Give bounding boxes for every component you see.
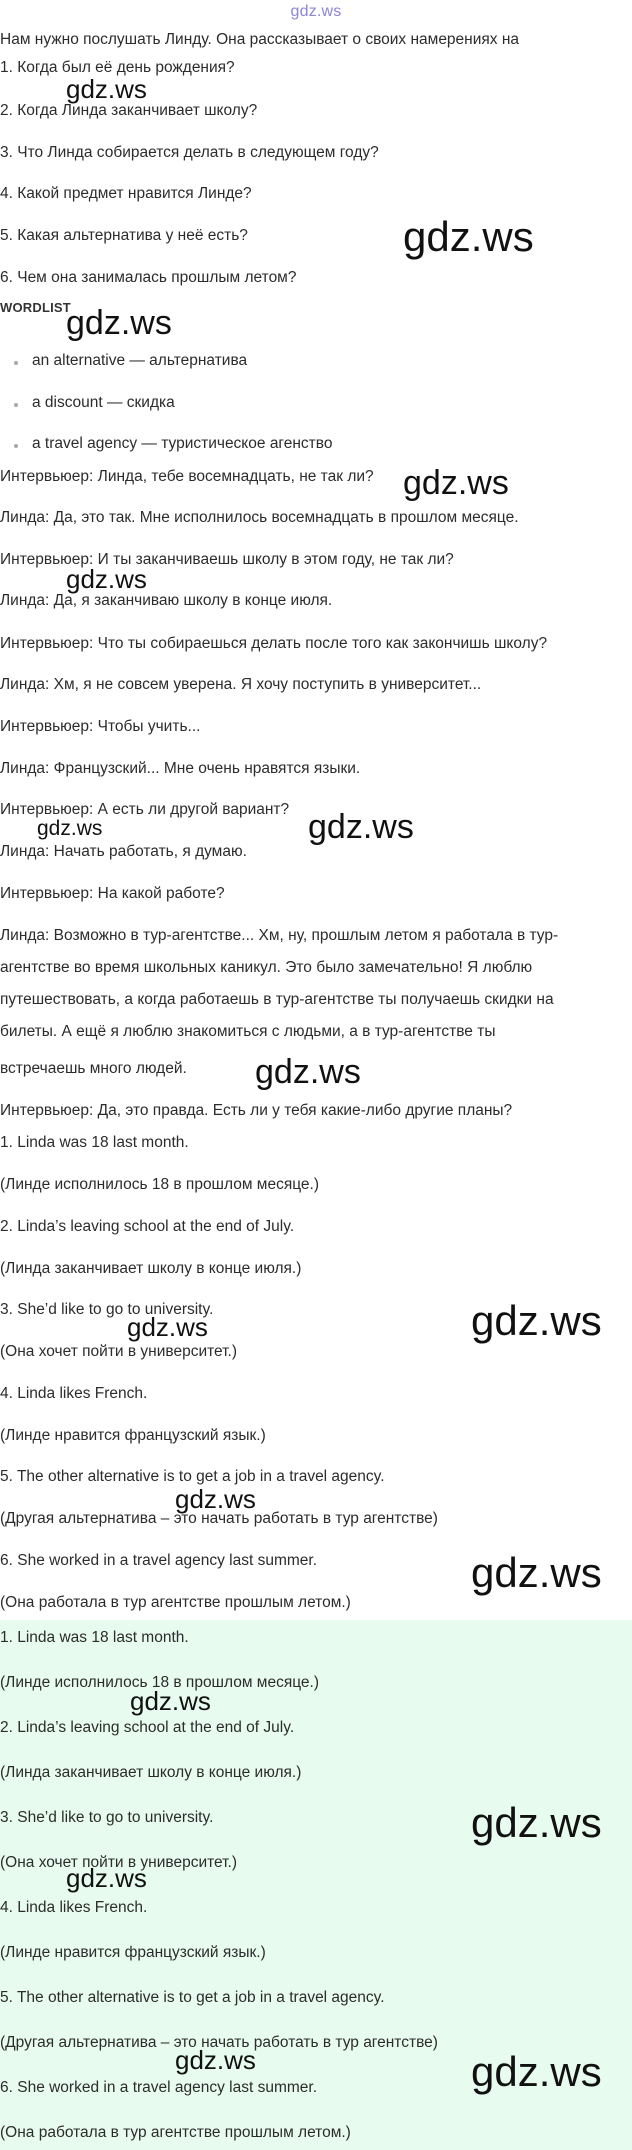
highlighted-answer-line: (Линде нравится французский язык.) (0, 1944, 266, 1961)
answer-line: (Она работала в тур агентстве прошлым летом.) (0, 1594, 351, 1611)
dialogue-line: Интервьюер: Да, это правда. Есть ли у тебя какие-либо другие планы? (0, 1102, 513, 1119)
watermark: gdz.ws (471, 1799, 602, 1846)
dialogue-line: путешествовать, а когда работаешь в тур-агентстве ты получаешь скидки на (0, 991, 554, 1008)
answer-line: (Она хочет пойти в университет.) (0, 1343, 237, 1360)
answer-line: 1. Linda was 18 last month. (0, 1134, 189, 1151)
dialogue-line: Линда: Французский... Мне очень нравятся языки. (0, 760, 361, 777)
bullet-icon (14, 361, 18, 365)
dialogue-line: Интервьюер: На какой работе? (0, 885, 225, 902)
watermark: gdz.ws (175, 1484, 256, 1514)
wordlist-item: an alternative — альтернатива (32, 352, 248, 369)
question-3: 3. Что Линда собирается делать в следующем году? (0, 144, 379, 161)
answer-line: 3. She’d like to go to university. (0, 1301, 214, 1318)
dialogue-line: агентстве во время школьных каникул. Это было замечательно! Я люблю (0, 959, 533, 976)
highlighted-answer-line: 4. Linda likes French. (0, 1899, 148, 1916)
answer-line: 2. Linda’s leaving school at the end of July. (0, 1218, 295, 1235)
dialogue-line: билеты. А ещё я люблю знакомиться с людьми, а в тур-агентстве ты (0, 1023, 496, 1040)
watermark: gdz.ws (66, 74, 147, 104)
wordlist-item: a discount — скидка (32, 394, 175, 411)
highlighted-answer-line: (Линде исполнилось 18 в прошлом месяце.) (0, 1674, 320, 1691)
highlighted-answer-line: 1. Linda was 18 last month. (0, 1629, 189, 1646)
watermark: gdz.ws (471, 2048, 602, 2095)
watermark: gdz.ws (471, 1549, 602, 1596)
answer-line: (Линде нравится французский язык.) (0, 1427, 266, 1444)
highlighted-answer-line: 3. She’d like to go to university. (0, 1809, 214, 1826)
highlighted-answer-line: (Линда заканчивает школу в конце июля.) (0, 1764, 302, 1781)
highlighted-answer-line: (Она хочет пойти в университет.) (0, 1854, 237, 1871)
dialogue-line: Линда: Да, это так. Мне исполнилось восемнадцать в прошлом месяце. (0, 509, 519, 526)
answer-line: 5. The other alternative is to get a job in a travel agency. (0, 1468, 385, 1485)
answer-line: (Другая альтернатива – это начать работать в тур агентстве) (0, 1510, 438, 1527)
watermark: gdz.ws (127, 1312, 208, 1342)
watermark: gdz.ws (37, 817, 103, 840)
wordlist-heading: WORDLIST (0, 300, 71, 315)
watermark: gdz.ws (403, 464, 509, 502)
bullet-icon (14, 444, 18, 448)
dialogue-line: Интервьюер: Чтобы учить... (0, 718, 201, 735)
question-1: 1. Когда был её день рождения? (0, 59, 235, 76)
highlighted-answer-line: 2. Linda’s leaving school at the end of July. (0, 1719, 295, 1736)
header-watermark: gdz.ws (290, 3, 342, 20)
dialogue-line: Интервьюер: И ты заканчиваешь школу в этом году, не так ли? (0, 551, 454, 568)
task-intro: Нам нужно послушать Линду. Она рассказывает о своих намерениях на (0, 31, 520, 48)
watermark: gdz.ws (471, 1297, 602, 1344)
question-5: 5. Какая альтернатива у неё есть? (0, 227, 248, 244)
watermark: gdz.ws (130, 1686, 211, 1716)
dialogue-line: Интервьюер: Что ты собираешься делать после того как закончишь школу? (0, 635, 548, 652)
question-2: 2. Когда Линда заканчивает школу? (0, 102, 258, 119)
dialogue-line: Линда: Начать работать, я думаю. (0, 843, 247, 860)
dialogue-line: Интервьюер: Линда, тебе восемнадцать, не так ли? (0, 468, 374, 485)
answer-line: 4. Linda likes French. (0, 1385, 148, 1402)
dialogue-line: Линда: Возможно в тур-агентстве... Хм, ну, прошлым летом я работала в тур- (0, 927, 559, 944)
question-6: 6. Чем она занималась прошлым летом? (0, 269, 297, 286)
watermark: gdz.ws (308, 808, 414, 846)
wordlist-item: a travel agency — туристическое агенство (32, 435, 333, 452)
highlighted-answer-line: (Другая альтернатива – это начать работать в тур агентстве) (0, 2034, 438, 2051)
highlighted-answer-line: 5. The other alternative is to get a job in a travel agency. (0, 1989, 385, 2006)
highlighted-answer-line: (Она работала в тур агентстве прошлым летом.) (0, 2124, 351, 2141)
answer-line: (Линде исполнилось 18 в прошлом месяце.) (0, 1176, 320, 1193)
watermark: gdz.ws (255, 1053, 361, 1091)
answer-line: (Линда заканчивает школу в конце июля.) (0, 1260, 302, 1277)
question-4: 4. Какой предмет нравится Линде? (0, 185, 252, 202)
dialogue-line: Линда: Хм, я не совсем уверена. Я хочу поступить в университет... (0, 676, 482, 693)
watermark: gdz.ws (66, 304, 172, 342)
dialogue-line: встречаешь много людей. (0, 1060, 187, 1077)
watermark: gdz.ws (403, 213, 534, 260)
watermark: gdz.ws (175, 2045, 256, 2075)
dialogue-line: Линда: Да, я заканчиваю школу в конце июля. (0, 592, 333, 609)
dialogue-line: Интервьюер: А есть ли другой вариант? (0, 801, 290, 818)
watermark: gdz.ws (66, 564, 147, 594)
watermark: gdz.ws (66, 1863, 147, 1893)
answer-line: 6. She worked in a travel agency last summer. (0, 1552, 318, 1569)
highlighted-answer-line: 6. She worked in a travel agency last summer. (0, 2079, 318, 2096)
bullet-icon (14, 403, 18, 407)
